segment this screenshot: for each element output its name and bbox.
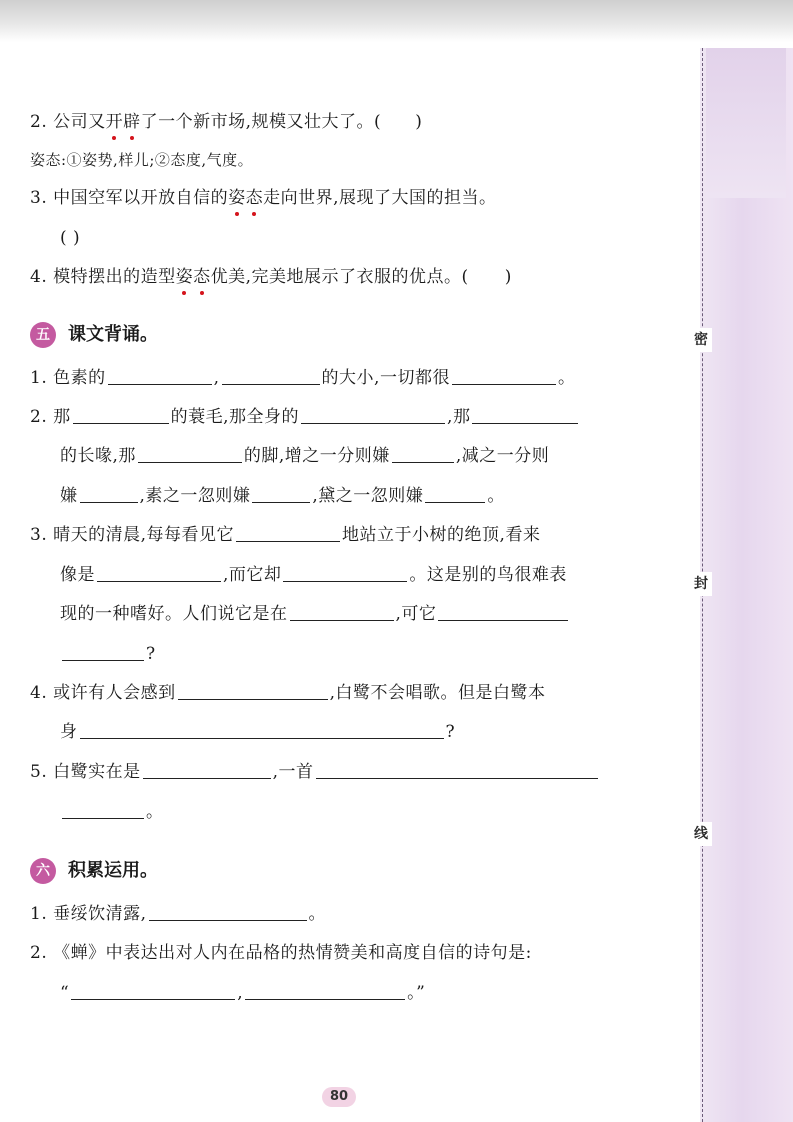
blank[interactable] (438, 602, 568, 621)
blank[interactable] (149, 902, 307, 921)
question-4: 4. 模特摆出的造型姿态优美,完美地展示了衣服的优点。( ) (30, 267, 512, 287)
recite-3-line-4: ? (60, 642, 156, 666)
blank[interactable] (236, 523, 340, 542)
usage-2-line-1: 2. 《蝉》中表达出对人内在品格的热情赞美和高度自信的诗句是: (30, 943, 532, 963)
blank[interactable] (316, 760, 598, 779)
blank[interactable] (252, 484, 310, 503)
blank[interactable] (71, 981, 235, 1000)
blank[interactable] (62, 642, 144, 661)
section-6-heading: 六 积累运用。 (30, 858, 158, 884)
recite-3-line-2: 像是 ,而它却 。这是别的鸟很难表 (60, 565, 567, 585)
blank[interactable] (392, 444, 454, 463)
blank[interactable] (138, 444, 242, 463)
definition-zitai: 姿态:①姿势,样儿;②态度,气度。 (30, 151, 254, 169)
recite-3-line-1: 3. 晴天的清晨,每每看见它 地站立于小树的绝顶,看来 (30, 525, 541, 545)
margin-label-xian: 线 (690, 822, 712, 846)
recite-1: 1. 色素的 , 的大小,一切都很 。 (30, 368, 576, 388)
question-2: 2. 公司又开辟了一个新市场,规模又壮大了。( ) (30, 112, 423, 132)
recite-2-line-3: 嫌 ,素之一忽则嫌 ,黛之一忽则嫌 。 (60, 486, 505, 506)
blank[interactable] (62, 800, 144, 819)
question-3: 3. 中国空军以开放自信的姿态走向世界,展现了大国的担当。 (30, 188, 497, 208)
blank[interactable] (472, 405, 578, 424)
question-3-answer-bracket: ( ) (60, 228, 81, 248)
usage-1: 1. 垂绥饮清露, 。 (30, 904, 327, 924)
blank[interactable] (143, 760, 271, 779)
blank[interactable] (73, 405, 169, 424)
blank[interactable] (283, 563, 407, 582)
recite-3-line-3: 现的一种嗜好。人们说它是在 ,可它 (60, 602, 570, 626)
page-number: 80 (322, 1087, 356, 1107)
blank[interactable] (245, 981, 405, 1000)
page-top-shadow (0, 0, 793, 42)
recite-5-line-2: 。 (60, 800, 164, 824)
recite-2-line-2: 的长喙,那 的脚,增之一分则嫌 ,减之一分则 (60, 446, 550, 466)
recite-2-line-1: 2. 那 的蓑毛,那全身的 ,那 (30, 405, 580, 429)
blank[interactable] (108, 366, 212, 385)
usage-2-line-2: “ , 。” (60, 983, 426, 1003)
margin-label-feng: 封 (690, 572, 712, 596)
blank[interactable] (222, 366, 320, 385)
blank[interactable] (301, 405, 445, 424)
recite-4-line-1: 4. 或许有人会感到 ,白鹭不会唱歌。但是白鹭本 (30, 683, 546, 703)
binding-margin-strip (700, 48, 793, 1122)
section-6-badge: 六 (30, 858, 56, 884)
margin-label-mi: 密 (690, 328, 712, 352)
blank[interactable] (80, 720, 444, 739)
recite-5-line-1: 5. 白鹭实在是 ,一首 (30, 760, 600, 784)
section-5-heading: 五 课文背诵。 (30, 322, 158, 348)
blank[interactable] (290, 602, 394, 621)
blank[interactable] (425, 484, 485, 503)
blank[interactable] (80, 484, 138, 503)
blank[interactable] (452, 366, 556, 385)
binding-margin-shade (706, 48, 786, 198)
recite-4-line-2: 身 ? (60, 722, 456, 742)
section-5-badge: 五 (30, 322, 56, 348)
blank[interactable] (97, 563, 221, 582)
blank[interactable] (178, 681, 328, 700)
